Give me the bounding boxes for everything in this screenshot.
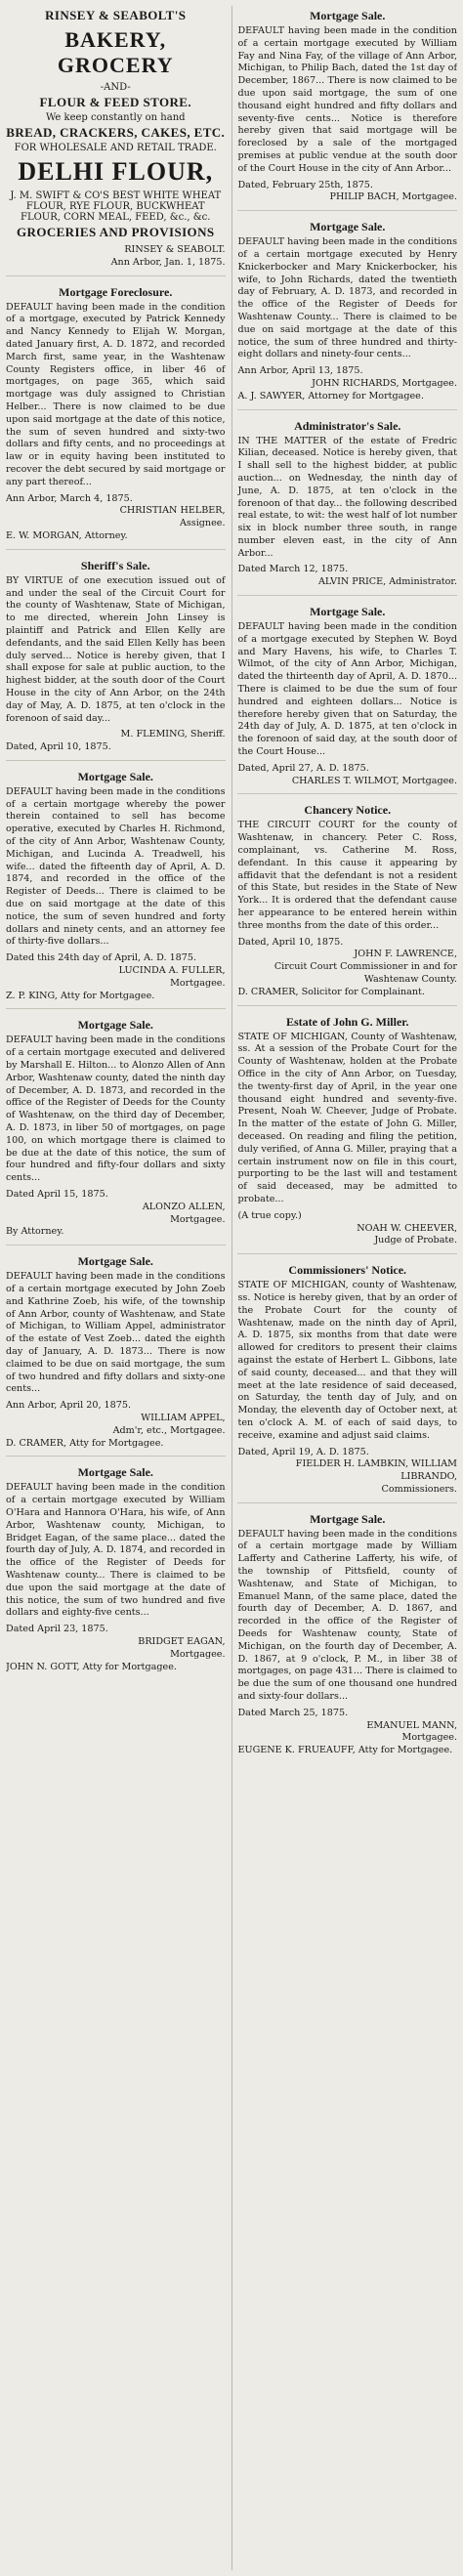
notice-heading: Mortgage Sale.: [77, 769, 153, 783]
notice-body: DEFAULT having been made in the conditions of a certain mortgage executed by Henry Knickerbocker and Mary Knickerbocker, his wife, to John Richards, dated the twentieth day of February, A. D. 1873, and recorded in the office of the Register of Deeds for Washtenaw County... There is claimed to be due on said mortgage at the date of this notice, the sum of three hundred and thirty-eight dollars and ninety-four cents...: [237, 236, 457, 360]
mortgage-sale-5: [237, 6, 457, 204]
notice-signature: Dated April 23, 1875. BRIDGET EAGAN, Mortgagee. JOHN N. GOTT, Atty for Mortgagee.: [6, 1624, 226, 1672]
notice-body: STATE OF MICHIGAN, County of Washtenaw, ss. At a session of the Probate Court for the County of Washtenaw, holden at the Probate Office in the city of Ann Arbor, on Tuesday, the twenty-first day of April, in the year one thousand eight hundred and seventy-five. Present, Noah W. Cheever, Judge of Probate. In the matter of the estate of John G. Miller, deceased. On reading and filing the petition, duly verified, of Anna G. Miller, praying that a certain instrument now on file in this court, purporting to be the last will and testament of said deceased, may be admitted to probate...: [237, 1031, 457, 1204]
notice-signature: Dated, April 10, 1875. JOHN F. LAWRENCE, Circuit Court Commissioner in and for Washtenaw County. D. CRAMER, Solicitor for Complainant.: [237, 936, 457, 997]
notice-signature: M. FLEMING, Sheriff. Dated, April 10, 1875.: [6, 729, 226, 753]
notice-body: DEFAULT having been made in the conditions of a certain mortgage whereby the power therein contained to sell has become operative, executed by Charles H. Richmond, of the city of Ann Arbor, Washtenaw County, Michigan, and Lucinda A. Treadwell, his wife... dated the fifteenth day of April, A. D. 1874, and recorded in the office of the Register of Deeds... There is claimed to be due on said mortgage at the date of this notice, the sum of seven hundred and forty dollars and ninety cents, and an attorney fee of thirty-five dollars...: [6, 785, 226, 948]
notice-heading: Chancery Notice.: [304, 803, 392, 818]
mortgage-sale-1: [6, 760, 226, 1003]
notice-body: DEFAULT having been made in the condition of a mortgage, executed by Patrick Kennedy and Nancy Kennedy to Elijah W. Morgan, dated January first, A. D. 1872, and recorded March first, same year, in the Washtenaw County Registers office, in liber 46 of mortgages, on page 365, which said mortgage was duly assigned to Christian Helber... There is now claimed to be due upon said mortgage at the date of this notice, the sum of seven hundred and sixty-two dollars and fifty cents, and no proceedings at law or in equity having been instituted to recover the debt secured by said mortgage or any part thereof...: [6, 301, 226, 487]
notice-body: IN THE MATTER of the estate of Fredric Kilian, deceased. Notice is hereby given, that I shall sell to the highest bidder, at public auction... on Wednesday, the ninth day of June, A. D. 1875, at ten o'clock in the forenoon of that day... the following described real estate, to wit: the west half of lot number six in block number three south, in range number eleven east, in the city of Ann Arbor...: [237, 435, 457, 559]
notice-signature: Dated, February 25th, 1875. PHILIP BACH, Mortgagee.: [237, 179, 457, 203]
ad-brand: DELHI FLOUR,: [18, 157, 214, 186]
notice-signature: Dated March 25, 1875. EMANUEL MANN, Mortgagee. EUGENE K. FRUEAUFF, Atty for Mortgagee.: [237, 1707, 457, 1756]
administrators-sale: [237, 409, 457, 590]
notice-body: DEFAULT having been made in the conditions of a certain mortgage made by William Lafferty and Catherine Lafferty, his wife, of the township of Pittsfield, county of Washtenaw, and State of Michigan, to Emanuel Mann, of the same place, dated the fourth day of December, A. D. 1867, and recorded in the office of the Register of Deeds for Washtenaw county, State of Michigan, on the fourth day of December, A. D. 1867, at 9 o'clock, P. M., in liber 38 of mortgages, on page 431... There is claimed to be due the sum of one thousand one hundred and sixty-four dollars...: [237, 1528, 457, 1703]
estate-notice: [237, 1005, 457, 1248]
notice-heading: Mortgage Sale.: [77, 1018, 153, 1033]
notice-body: THE CIRCUIT COURT for the county of Washtenaw, in chancery. Peter C. Ross, complainant, vs. Catherine M. Ross, defendant. In this cause it appearing by affidavit that the defendant is not a resident of this State, but resides in the State of New York... It is ordered that the defendant cause her appearance to be entered herein within three months from the date of this order...: [237, 820, 457, 931]
notice-body: BY VIRTUE of one execution issued out of and under the seal of the Circuit Court for the county of Washtenaw, State of Michigan, to me directed, wherein John Linsey is plaintiff and Patrick and Ellen Kelly are defendants, and the said Ellen Kelly has been duly served... Notice is hereby given, that I shall expose for sale at public auction, to the highest bidder, at the south door of the Court House in the city of Ann Arbor, on the 24th day of May, A. D. 1875, at ten o'clock in the forenoon of said day...: [6, 574, 226, 724]
ad-wholesale: FOR WHOLESALE AND RETAIL TRADE.: [14, 143, 217, 153]
notice-heading: Estate of John G. Miller.: [285, 1014, 409, 1029]
ad-groceries: GROCERIES AND PROVISIONS: [17, 225, 215, 239]
mortgage-sale-2: [6, 1008, 226, 1239]
notice-signature: (A true copy.) NOAH W. CHEEVER, Judge of Probate.: [237, 1209, 457, 1246]
mortgage-sale-3: [6, 1245, 226, 1450]
notice-signature: Dated, April 19, A. D. 1875. FIELDER H. LAMBKIN, WILLIAM LIBRANDO, Commissioners.: [237, 1446, 457, 1495]
mortgage-sale-4: [6, 1456, 226, 1673]
ad-constantly: We keep constantly on hand: [45, 112, 186, 123]
notice-signature: Dated April 15, 1875. ALONZO ALLEN, Mortgagee. By Attorney.: [6, 1189, 226, 1238]
notice-body: DEFAULT having been made in the condition of a certain mortgage executed by William O'Hara and Hannora O'Hara, his wife, of Ann Arbor, Washtenaw county, Michigan, to Bridget Eagan, of the same place... dated the fourth day of July, A. D. 1874, and recorded in the office of the Register of Deeds for Washtenaw county... There is claimed to be due upon the said mortgage at the date of this notice, the sum of two hundred and five dollars and eighty-five cents...: [6, 1482, 226, 1619]
notice-heading: Mortgage Sale.: [310, 605, 386, 619]
notice-signature: Ann Arbor, April 20, 1875. WILLIAM APPEL, Adm'r, etc., Mortgagee. D. CRAMER, Atty for Mortgagee.: [6, 1400, 226, 1449]
notice-body: DEFAULT having been made in the condition of a mortgage executed by Stephen W. Boyd and Mary Havens, his wife, to Charles T. Wilmot, of the city of Ann Arbor, Michigan, dated the thirteenth day of April, A. D. 1870... There is claimed to be due the sum of four hundred and eighteen dollars... Notice is therefore hereby given that on Saturday, the 24th day of July, A. D. 1875, at ten o'clock in the forenoon of said day, at the south door of the Court House...: [237, 621, 457, 758]
notice-heading: Mortgage Foreclosure.: [59, 284, 173, 299]
notice-heading: Commissioners' Notice.: [288, 1263, 407, 1278]
ad-rinsey: [6, 6, 226, 270]
notice-signature: Ann Arbor, April 13, 1875. JOHN RICHARDS, Mortgagee. A. J. SAWYER, Attorney for Mortgagee.: [237, 365, 457, 401]
mortgage-sale-7: [237, 595, 457, 787]
ad-goods: BREAD, CRACKERS, CAKES, ETC.: [6, 125, 226, 140]
sheriffs-sale: [6, 549, 226, 754]
notice-body: STATE OF MICHIGAN, county of Washtenaw, ss. Notice is hereby given, that by an order of the Probate Court for the county of Washtenaw, made on the ninth day of April, A. D. 1875, six months from that date were allowed for creditors to present their claims against the estate of Herbert L. Gibbons, late of said county, deceased... and that they will meet at the late residence of said deceased, on Saturday, the tenth day of July, and on Monday, the eleventh day of October next, at ten o'clock A. M. of each of said days, to receive, examine and adjust said claims.: [237, 1280, 457, 1441]
mortgage-sale-8: [237, 1502, 457, 1757]
mortgage-foreclosure: [6, 275, 226, 543]
notice-signature: Dated this 24th day of April, A. D. 1875. LUCINDA A. FULLER, Mortgagee. Z. P. KING, Atty for Mortgagee.: [6, 952, 226, 1001]
notice-heading: Mortgage Sale.: [310, 9, 386, 22]
notice-body: DEFAULT having been made in the conditions of a certain mortgage executed and delivered by Marshall E. Hilton... to Alonzo Allen of Ann Arbor, Washtenaw county, dated the ninth day of December, A. D. 1873, and recorded in the office of the Register of Deeds for the County of Washtenaw, on the third day of December, A. D. 1873, in liber 50 of mortgages, on page 100, on which mortgage there is claimed to be due at the date of this notice, the sum of four hundred and fifty-four dollars and sixty cents...: [6, 1035, 226, 1184]
notice-body: DEFAULT having been made in the conditions of a certain mortgage executed by John Zoeb and Kathrine Zoeb, his wife, of the township of Ann Arbor, county of Washtenaw, and State of Michigan, to William Appel, administrator of the estate of Vest Zoeb... dated the eighth day of January, A. D. 1873... There is now claimed to be due on said mortgage, the sum of two hundred and fifty dollars and sixty-one cents...: [6, 1271, 226, 1395]
notice-heading: Mortgage Sale.: [77, 1254, 153, 1269]
notice-heading: Mortgage Sale.: [310, 1511, 386, 1526]
ad-title: RINSEY & SEABOLT'S: [45, 8, 187, 22]
notice-heading: Mortgage Sale.: [310, 220, 386, 234]
notice-signature: Dated, April 27, A. D. 1875. CHARLES T. WILMOT, Mortgagee.: [237, 762, 457, 786]
right-column: [237, 6, 457, 2570]
notice-signature: Dated March 12, 1875. ALVIN PRICE, Administrator.: [237, 564, 457, 588]
ad-brands: J. M. SWIFT & CO'S BEST WHITE WHEAT FLOUR, RYE FLOUR, BUCKWHEAT FLOUR, CORN MEAL, FEED, &c., &c.: [10, 190, 222, 223]
ad-subtitle: BAKERY, GROCERY: [57, 27, 174, 77]
notice-heading: Mortgage Sale.: [77, 1465, 153, 1480]
ad-flour: FLOUR & FEED STORE.: [39, 95, 191, 109]
left-column: [6, 6, 226, 2570]
notice-heading: Administrator's Sale.: [294, 418, 401, 433]
ad-and: -AND-: [100, 82, 131, 93]
ad-signature: RINSEY & SEABOLT. Ann Arbor, Jan. 1, 1875.: [110, 244, 226, 268]
commissioners-notice: [237, 1253, 457, 1497]
chancery-notice: [237, 793, 457, 998]
mortgage-sale-6: [237, 210, 457, 402]
notice-heading: Sheriff's Sale.: [80, 558, 150, 572]
notice-signature: Ann Arbor, March 4, 1875. CHRISTIAN HELBER, Assignee. E. W. MORGAN, Attorney.: [6, 492, 226, 541]
notice-body: DEFAULT having been made in the condition of a certain mortgage executed by William Fay and Nina Fay, of the village of Ann Arbor, Michigan, to Philip Bach, dated the 1st day of December, 1867... There is now claimed to be due upon said mortgage, the sum of one thousand eight hundred and fifty dollars and seventy-five cents... Notice is therefore hereby given that said mortgage will be foreclosed by a sale of the mortgaged premises at public vendue at the south door of the Court House in the city of Ann Arbor...: [237, 25, 457, 174]
